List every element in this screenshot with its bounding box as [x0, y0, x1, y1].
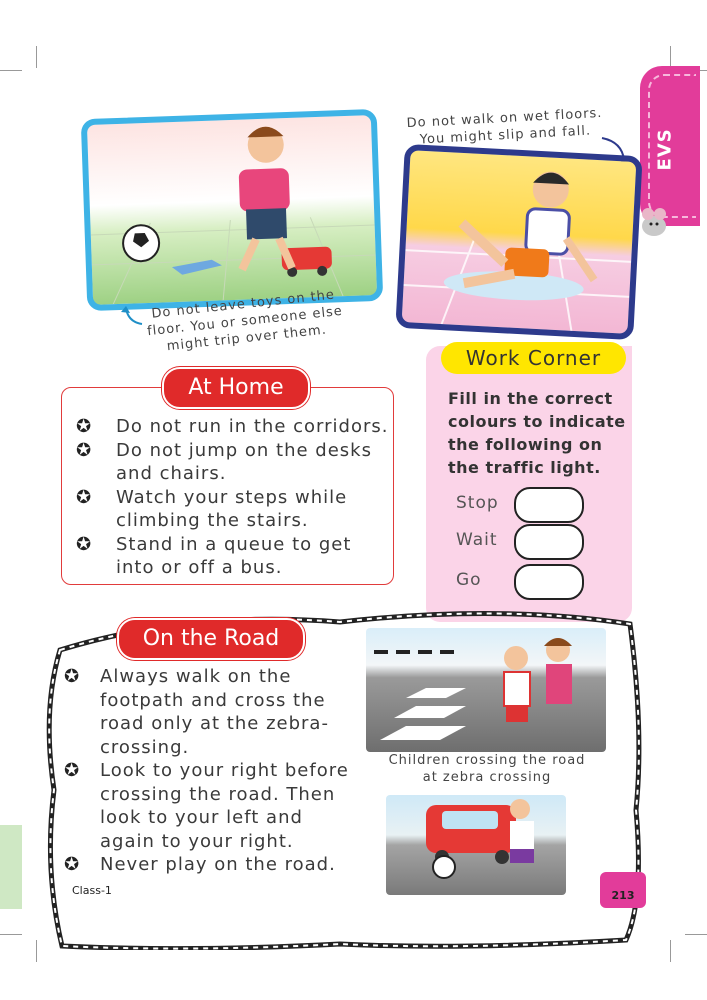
mouse-icon [634, 202, 678, 242]
wet-floor-illustration [395, 144, 642, 340]
work-corner-instruction: Fill in the correct colours to indicate the following on the traffic light. [448, 389, 626, 477]
stop-label: Stop [456, 493, 499, 513]
zebra-crossing-illustration [366, 628, 606, 752]
list-item: ✪ Do not run in the corridors. [76, 416, 389, 437]
list-item: ✪ Never play on the road. [64, 854, 336, 875]
boy-ball-car-image [386, 795, 566, 895]
star-bullet-icon: ✪ [76, 533, 93, 555]
stop-row [456, 493, 606, 513]
page-number: 213 [600, 872, 646, 908]
toys-illustration [81, 109, 384, 311]
crop-mark [0, 70, 22, 71]
list-item: ✪ Always walk on the footpath and cross the road only at the zebra-crossing. [64, 666, 329, 758]
green-margin-strip [0, 825, 22, 909]
crop-mark [670, 940, 671, 962]
star-bullet-icon: ✪ [64, 666, 81, 687]
go-label: Go [456, 570, 482, 590]
on-the-road-title: On the Road [117, 618, 305, 660]
children-crossing-image [366, 628, 606, 752]
boy-slipping-image [402, 150, 637, 334]
at-home-title: At Home [162, 367, 310, 409]
road-play-illustration [386, 795, 566, 895]
crop-mark [36, 46, 37, 68]
list-item: ✪ Watch your steps while climbing the stairs. [76, 486, 348, 531]
on-the-road-list [64, 665, 364, 877]
zebra-caption: Children crossing the road at zebra crossing [388, 753, 586, 785]
wet-floor-caption: Do not walk on wet floors. You might slip and fall. [406, 105, 603, 148]
star-bullet-icon: ✪ [76, 486, 93, 508]
star-bullet-icon: ✪ [64, 854, 81, 875]
crop-mark [685, 934, 707, 935]
crop-mark [36, 940, 37, 962]
stop-colour-box[interactable] [514, 487, 584, 523]
at-home-list [76, 415, 396, 580]
star-bullet-icon: ✪ [76, 439, 93, 461]
evs-tab-label: EVS [654, 128, 676, 171]
wait-label: Wait [456, 530, 498, 550]
wait-colour-box[interactable] [514, 524, 584, 560]
go-row [456, 570, 606, 590]
toys-caption: Do not leave toys on the floor. You or someone else might trip over them. [146, 287, 344, 355]
work-corner-title: Work Corner [441, 342, 626, 374]
class-label: Class-1 [72, 884, 112, 897]
crop-mark [670, 46, 671, 68]
list-item: ✪ Stand in a queue to get into or off a bus. [76, 533, 352, 578]
list-item: ✪ Do not jump on the desks and chairs. [76, 439, 372, 484]
list-item: ✪ Look to your right before crossing the road. Then look to your left and again to your right. [64, 760, 349, 852]
wait-row [456, 530, 606, 550]
crop-mark [0, 934, 22, 935]
go-colour-box[interactable] [514, 564, 584, 600]
star-bullet-icon: ✪ [64, 760, 81, 781]
boy-tripping-image [87, 115, 377, 305]
star-bullet-icon: ✪ [76, 416, 93, 437]
